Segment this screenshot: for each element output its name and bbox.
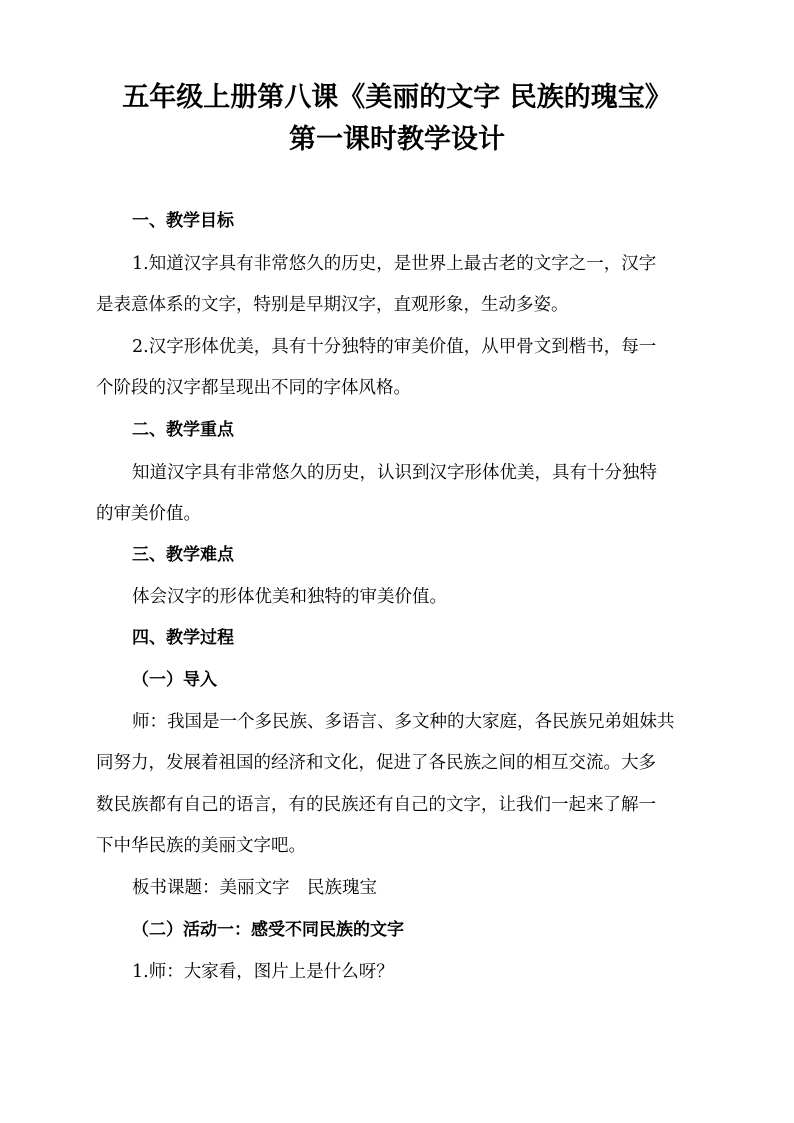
intro-line4: 下中华民族的美丽文字吧。 xyxy=(96,836,306,856)
key-points-line1: 知道汉字具有非常悠久的历史，认识到汉字形体优美，具有十分独特 xyxy=(132,463,657,483)
objective-item1-line1: 1.知道汉字具有非常悠久的历史，是世界上最古老的文字之一，汉字 xyxy=(132,254,657,274)
section-heading-key-points: 二、教学重点 xyxy=(132,420,234,440)
key-points-line2: 的审美价值。 xyxy=(96,504,201,524)
section-heading-process: 四、教学过程 xyxy=(132,628,234,648)
document-title-line2: 第一课时教学设计 xyxy=(289,124,505,155)
objective-item2-line1: 2.汉字形体优美，具有十分独特的审美价值，从甲骨文到楷书，每一 xyxy=(132,337,657,357)
intro-line3: 数民族都有自己的语言，有的民族还有自己的文字，让我们一起来了解一 xyxy=(96,795,656,815)
section-heading-objectives: 一、教学目标 xyxy=(132,211,234,231)
intro-line1: 师：我国是一个多民族、多语言、多文种的大家庭，各民族兄弟姐妹共 xyxy=(132,712,675,732)
objective-item1-line2: 是表意体系的文字，特别是早期汉字，直观形象，生动多姿。 xyxy=(96,295,569,315)
board-title-line: 板书课题：美丽文字 民族瑰宝 xyxy=(132,878,377,898)
difficulties-line1: 体会汉字的形体优美和独特的审美价值。 xyxy=(132,587,447,607)
objective-item2-line2: 个阶段的汉字都呈现出不同的字体风格。 xyxy=(96,378,411,398)
activity1-line1: 1.师：大家看，图片上是什么呀？ xyxy=(132,962,394,982)
intro-line2: 同努力，发展着祖国的经济和文化，促进了各民族之间的相互交流。大多 xyxy=(96,753,656,773)
section-heading-difficulties: 三、教学难点 xyxy=(132,545,234,565)
subsection-heading-activity1: （二）活动一：感受不同民族的文字 xyxy=(132,920,404,940)
document-title-line1: 五年级上册第八课《美丽的文字 民族的瑰宝》 xyxy=(122,82,672,113)
subsection-heading-intro: （一）导入 xyxy=(132,670,217,690)
